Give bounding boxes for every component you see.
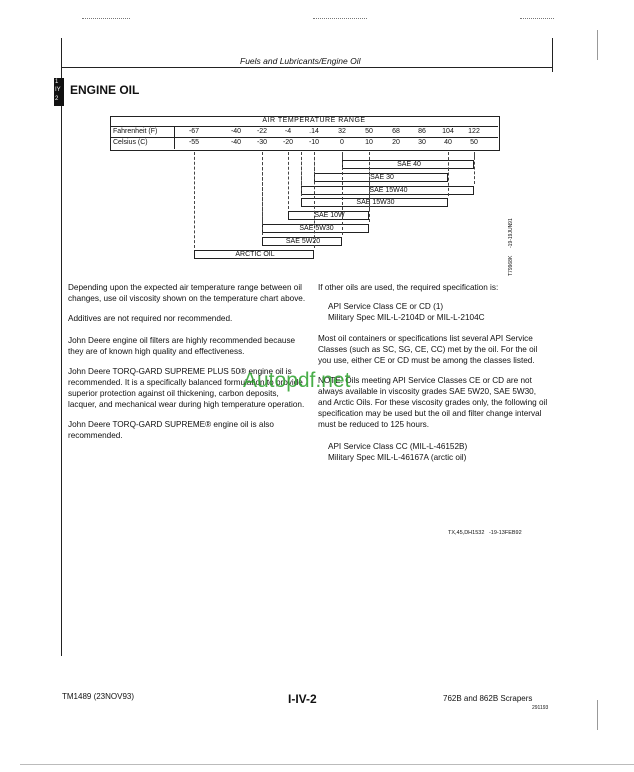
celsius-tick: 20 [392,139,400,146]
page-title: ENGINE OIL [70,83,140,97]
axis-divider [174,126,175,149]
paragraph: John Deere TORQ-GARD SUPREME® engine oil is also recommended. [68,420,274,440]
viscosity-chart [110,116,499,266]
paragraph: John Deere TORQ-GARD SUPREME PLUS 50® engine oil is recommended. It is a specifically balanced formulation to provide superior protection against oil thickening, carbon deposits, lacquer, and mechanical wear during high temperature operation. [68,367,305,409]
tab-line: 2 [55,96,59,102]
fahrenheit-tick: -4 [284,128,292,135]
celsius-tick: -10 [308,139,320,146]
scan-mark [597,30,598,60]
celsius-tick: -40 [230,139,242,146]
watermark: Autopdf.net [243,369,351,392]
fahrenheit-tick: -22 [256,128,268,135]
paragraph: John Deere engine oil filters are highly recommended because they are of known high quality and effectiveness. [68,336,296,356]
celsius-tick: 30 [418,139,426,146]
chart-title: AIR TEMPERATURE RANGE [262,117,366,124]
viscosity-band [288,211,369,220]
viscosity-band [194,250,314,259]
range-guide-line [314,152,315,248]
frame-left-rule [61,38,62,656]
spec-line: Military Spec MIL-L-46167A (arctic oil) [328,453,467,462]
dotted-rule [313,18,367,19]
viscosity-band-label: SAE 15W30 [356,199,395,207]
fahrenheit-tick: 68 [392,128,400,135]
range-guide-line [369,152,370,222]
viscosity-band-label: SAE 40 [397,161,421,168]
fahrenheit-label: Fahrenheit (F) [113,128,158,135]
viscosity-band-label: SAE 30 [370,173,394,181]
section-header: Fuels and Lubricants/Engine Oil [240,56,361,66]
chart-side-code-2: T79968K [508,255,514,276]
celsius-tick: 10 [365,139,373,146]
axis-rule [110,126,498,127]
celsius-tick: -30 [256,139,268,146]
tab-line: 1 [55,79,59,85]
viscosity-band [314,173,448,182]
tab-line: IY [55,87,61,93]
frame-right-rule [552,38,553,72]
celsius-tick: 40 [444,139,452,146]
left-column [68,282,306,441]
paragraph: Additives are not required nor recommended. [68,314,233,323]
paragraph: If other oils are used, the required specification is: [318,283,499,292]
footer-small: 291193 [532,705,549,711]
viscosity-band [262,224,369,233]
axis-rule [110,137,498,138]
fahrenheit-tick: 32 [338,128,346,135]
chart-side-code: -19-19JUN91 [508,218,514,248]
viscosity-band-label: SAE 15W40 [369,186,408,194]
dotted-rule [520,18,554,19]
range-guide-line [342,152,343,235]
fahrenheit-tick: -67 [188,128,200,135]
range-guide-line [262,152,263,235]
fahrenheit-tick: 50 [365,128,373,135]
range-guide-line [194,152,195,248]
frame-top-rule [61,67,553,68]
right-column [318,282,550,463]
viscosity-band [342,160,474,169]
viscosity-band [301,198,448,207]
celsius-tick: -55 [188,139,200,146]
footer-left: TM1489 (23NOV93) [62,692,135,701]
spec-line: Military Spec MIL-L-2104D or MIL-L-2104C [328,313,485,322]
footer-right: 762B and 862B Scrapers [443,694,533,703]
spec-line: API Service Class CC (MIL-L-46152B) [328,442,468,451]
viscosity-band-label: SAE 10W [314,212,345,220]
fahrenheit-tick: 122 [468,128,480,135]
fahrenheit-tick: 86 [418,128,426,135]
bottom-rule [20,764,634,765]
reference-code: TX,45,DH1532 -19-13FEB92 [448,530,522,536]
scan-mark [597,700,598,730]
celsius-tick: 0 [340,139,344,146]
range-guide-line [448,152,449,196]
footer-page-number: I-IV-2 [288,692,317,706]
note-paragraph: NOTE: Oils meeting API Service Classes CE or CD are not always available in viscosity grades SAE 5W20, SAE 5W30, and Arctic Oils. For these viscosity grades only, the following oil specification may be used but the oil and filter change interval must be reduced to 125 hours. [318,376,548,429]
celsius-label: Celsius (C) [113,139,148,146]
fahrenheit-tick: -40 [230,128,242,135]
dotted-rule [82,18,130,19]
spec-line: API Service Class CE or CD (1) [328,302,444,311]
viscosity-band [262,237,342,246]
celsius-tick: 50 [470,139,478,146]
paragraph: Most oil containers or specifications list several API Service Classes (such as SC, SG, CE, CC) met by the oil. For the oil you use, either CE or CD must be among the classes listed. [318,334,538,365]
viscosity-band-label: SAE 5W20 [285,237,321,245]
fahrenheit-tick: 104 [442,128,454,135]
viscosity-band-label: SAE 5W30 [299,225,334,232]
range-guide-line [474,152,475,184]
paragraph: Depending upon the expected air temperature range between oil changes, use oil viscosity shown on the temperature chart above. [68,283,306,303]
range-guide-line [301,152,302,196]
viscosity-band-label: ARCTIC OIL [235,250,275,258]
fahrenheit-tick: .14 [309,128,319,135]
celsius-tick: -20 [282,139,294,146]
range-guide-line [288,152,289,209]
